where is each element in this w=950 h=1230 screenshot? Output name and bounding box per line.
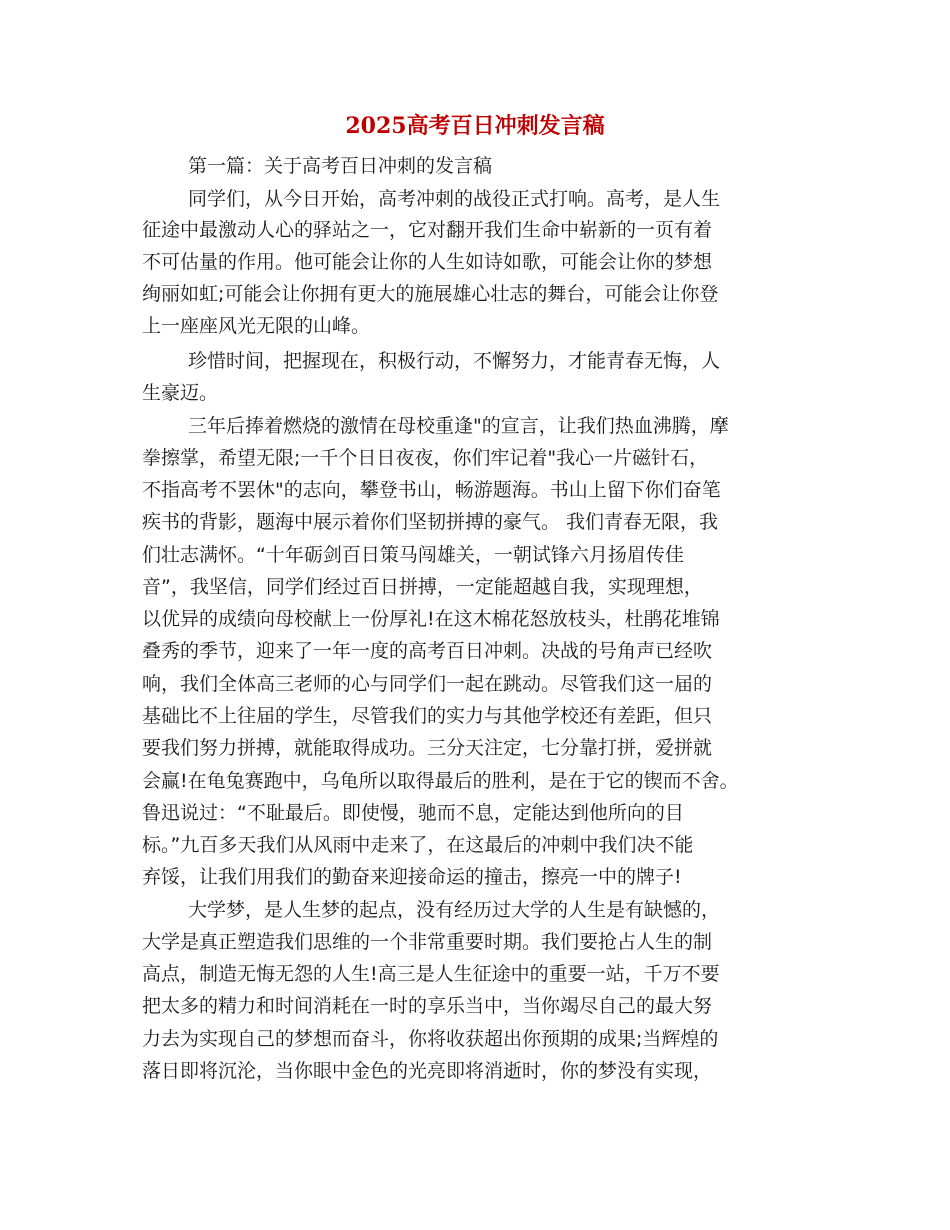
paragraph-line: 落日即将沉沦，当你眼中金色的光亮即将消逝时，你的梦没有实现， xyxy=(142,1060,713,1082)
paragraph-line: 把太多的精力和时间消耗在一时的享乐当中，当你竭尽自己的最大努 xyxy=(142,995,713,1017)
paragraph-line: 绚丽如虹;可能会让你拥有更大的施展雄心壮志的舞台，可能会让你登 xyxy=(142,283,719,305)
paragraph-line: 弃馁，让我们用我们的勤奋来迎接命运的撞击，擦亮一中的牌子! xyxy=(142,866,682,888)
paragraph-line: 响，我们全体高三老师的心与同学们一起在跳动。尽管我们这一届的 xyxy=(142,673,713,695)
section-heading: 第一篇：关于高考百日冲刺的发言稿 xyxy=(188,155,493,177)
paragraph-line: 生豪迈。 xyxy=(142,382,219,404)
paragraph-line: 大学是真正塑造我们思维的一个非常重要时期。我们要抢占人生的制 xyxy=(142,931,713,953)
paragraph-line: 珍惜时间，把握现在，积极行动，不懈努力，才能青春无悔，人 xyxy=(188,350,721,372)
paragraph-line: 基础比不上往届的学生，尽管我们的实力与其他学校还有差距，但只 xyxy=(142,705,713,727)
paragraph-line: 不指高考不罢休"的志向，攀登书山，畅游题海。书山上留下你们奋笔 xyxy=(142,479,721,501)
paragraph-line: 同学们，从今日开始，高考冲刺的战役正式打响。高考，是人生 xyxy=(188,188,721,210)
paragraph-line: 高点，制造无悔无怨的人生!高三是人生征途中的重要一站，千万不要 xyxy=(142,963,720,985)
document-title: 2025高考百日冲刺发言稿 xyxy=(345,113,605,139)
paragraph-line: 以优异的成绩向母校献上一份厚礼!在这木棉花怒放枝头，杜鹃花堆锦 xyxy=(142,608,720,630)
paragraph-line: 叠秀的季节，迎来了一年一度的高考百日冲刺。决战的号角声已经吹 xyxy=(142,640,713,662)
paragraph-line: 音”，我坚信，同学们经过百日拼搏，一定能超越自我，实现理想， xyxy=(142,576,703,598)
paragraph-line: 征途中最激动人心的驿站之一，它对翻开我们生命中崭新的一页有着 xyxy=(142,219,713,241)
paragraph-line: 力去为实现自己的梦想而奋斗，你将收获超出你预期的成果;当辉煌的 xyxy=(142,1028,719,1050)
paragraph-line: 鲁迅说过：“不耻最后。即使慢，驰而不息，定能达到他所向的目 xyxy=(142,802,684,824)
paragraph-line: 会赢!在龟兔赛跑中，乌龟所以取得最后的胜利，是在于它的锲而不舍。 xyxy=(142,770,739,792)
paragraph-line: 标。”九百多天我们从风雨中走来了，在这最后的冲刺中我们决不能 xyxy=(142,834,694,856)
paragraph-line: 不可估量的作用。他可能会让你的人生如诗如歌，可能会让你的梦想 xyxy=(142,251,713,273)
paragraph-line: 拳擦掌，希望无限;一千个日日夜夜，你们牢记着"我心一片磁针石， xyxy=(142,447,709,469)
paragraph-line: 疾书的背影，题海中展示着你们坚韧拼搏的豪气。 我们青春无限，我 xyxy=(142,511,719,533)
paragraph-line: 要我们努力拼搏，就能取得成功。三分天注定，七分靠打拼，爱拼就 xyxy=(142,737,713,759)
paragraph-line: 上一座座风光无限的山峰。 xyxy=(142,315,371,337)
paragraph-line: 们壮志满怀。“十年砺剑百日策马闯雄关，一朝试锋六月扬眉传佳 xyxy=(142,544,684,566)
paragraph-line: 大学梦，是人生梦的起点，没有经历过大学的人生是有缺憾的， xyxy=(188,899,721,921)
paragraph-line: 三年后捧着燃烧的激情在母校重逢"的宣言，让我们热血沸腾，摩 xyxy=(188,415,729,437)
